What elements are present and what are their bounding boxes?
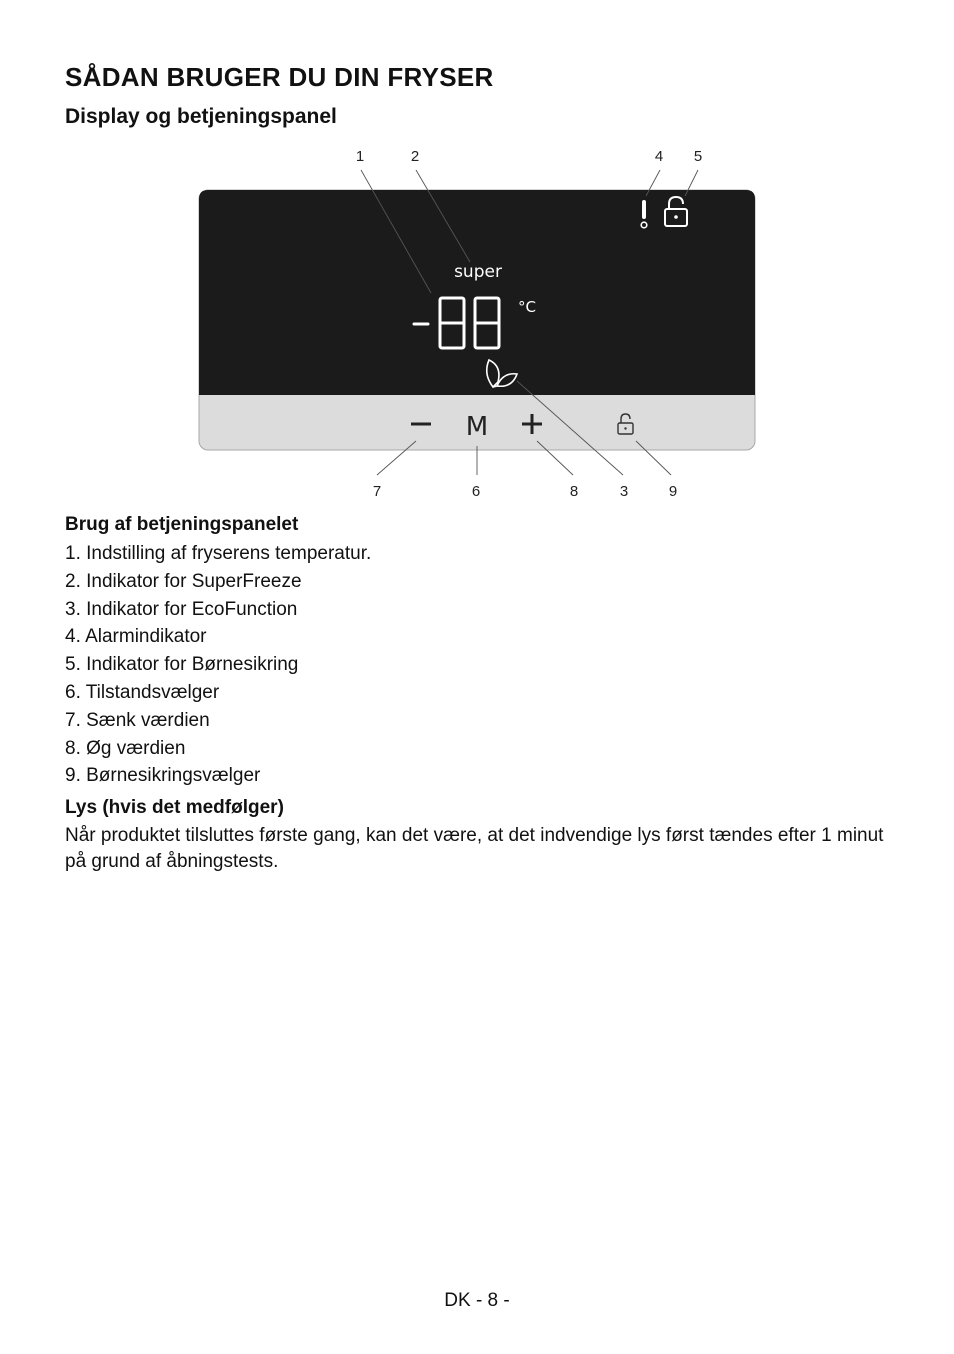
temperature-unit: °C bbox=[518, 298, 536, 316]
list-item: 5. Indikator for Børnesikring bbox=[65, 654, 299, 676]
usage-heading: Brug af betjeningspanelet bbox=[65, 514, 299, 535]
callout-4: 4 bbox=[654, 148, 664, 165]
callout-6: 6 bbox=[471, 483, 481, 500]
list-item: 6. Tilstandsvælger bbox=[65, 681, 220, 703]
list-item: 7. Sænk værdien bbox=[65, 709, 210, 731]
mode-button[interactable]: M bbox=[465, 412, 489, 442]
light-heading: Lys (hvis det medfølger) bbox=[65, 797, 284, 818]
light-paragraph: Når produktet tilsluttes første gang, kan det være, at det indvendige lys først tændes efter 1 minut på grund af åbningstests. bbox=[65, 825, 884, 872]
page-number: DK - 8 - bbox=[444, 1290, 510, 1311]
control-panel-diagram bbox=[0, 140, 954, 510]
list-item: 2. Indikator for SuperFreeze bbox=[65, 570, 302, 592]
callout-9: 9 bbox=[668, 483, 678, 500]
list-item: 9. Børnesikringsvælger bbox=[65, 765, 261, 787]
list-item: 1. Indstilling af fryserens temperatur. bbox=[65, 543, 372, 564]
callout-1: 1 bbox=[355, 148, 365, 165]
list-item: 4. Alarmindikator bbox=[65, 626, 207, 648]
section-subtitle: Display og betjeningspanel bbox=[65, 105, 337, 128]
page-title: SÅDAN BRUGER DU DIN FRYSER bbox=[65, 62, 494, 92]
callout-3: 3 bbox=[619, 483, 629, 500]
list-item: 8. Øg værdien bbox=[65, 737, 186, 759]
callout-8: 8 bbox=[569, 483, 579, 500]
callout-7: 7 bbox=[372, 483, 382, 500]
list-item: 3. Indikator for EcoFunction bbox=[65, 598, 298, 620]
callout-5: 5 bbox=[693, 148, 703, 165]
display-screen bbox=[199, 190, 755, 395]
usage-list bbox=[65, 540, 371, 790]
callout-2: 2 bbox=[410, 148, 420, 165]
super-indicator: super bbox=[454, 262, 502, 282]
